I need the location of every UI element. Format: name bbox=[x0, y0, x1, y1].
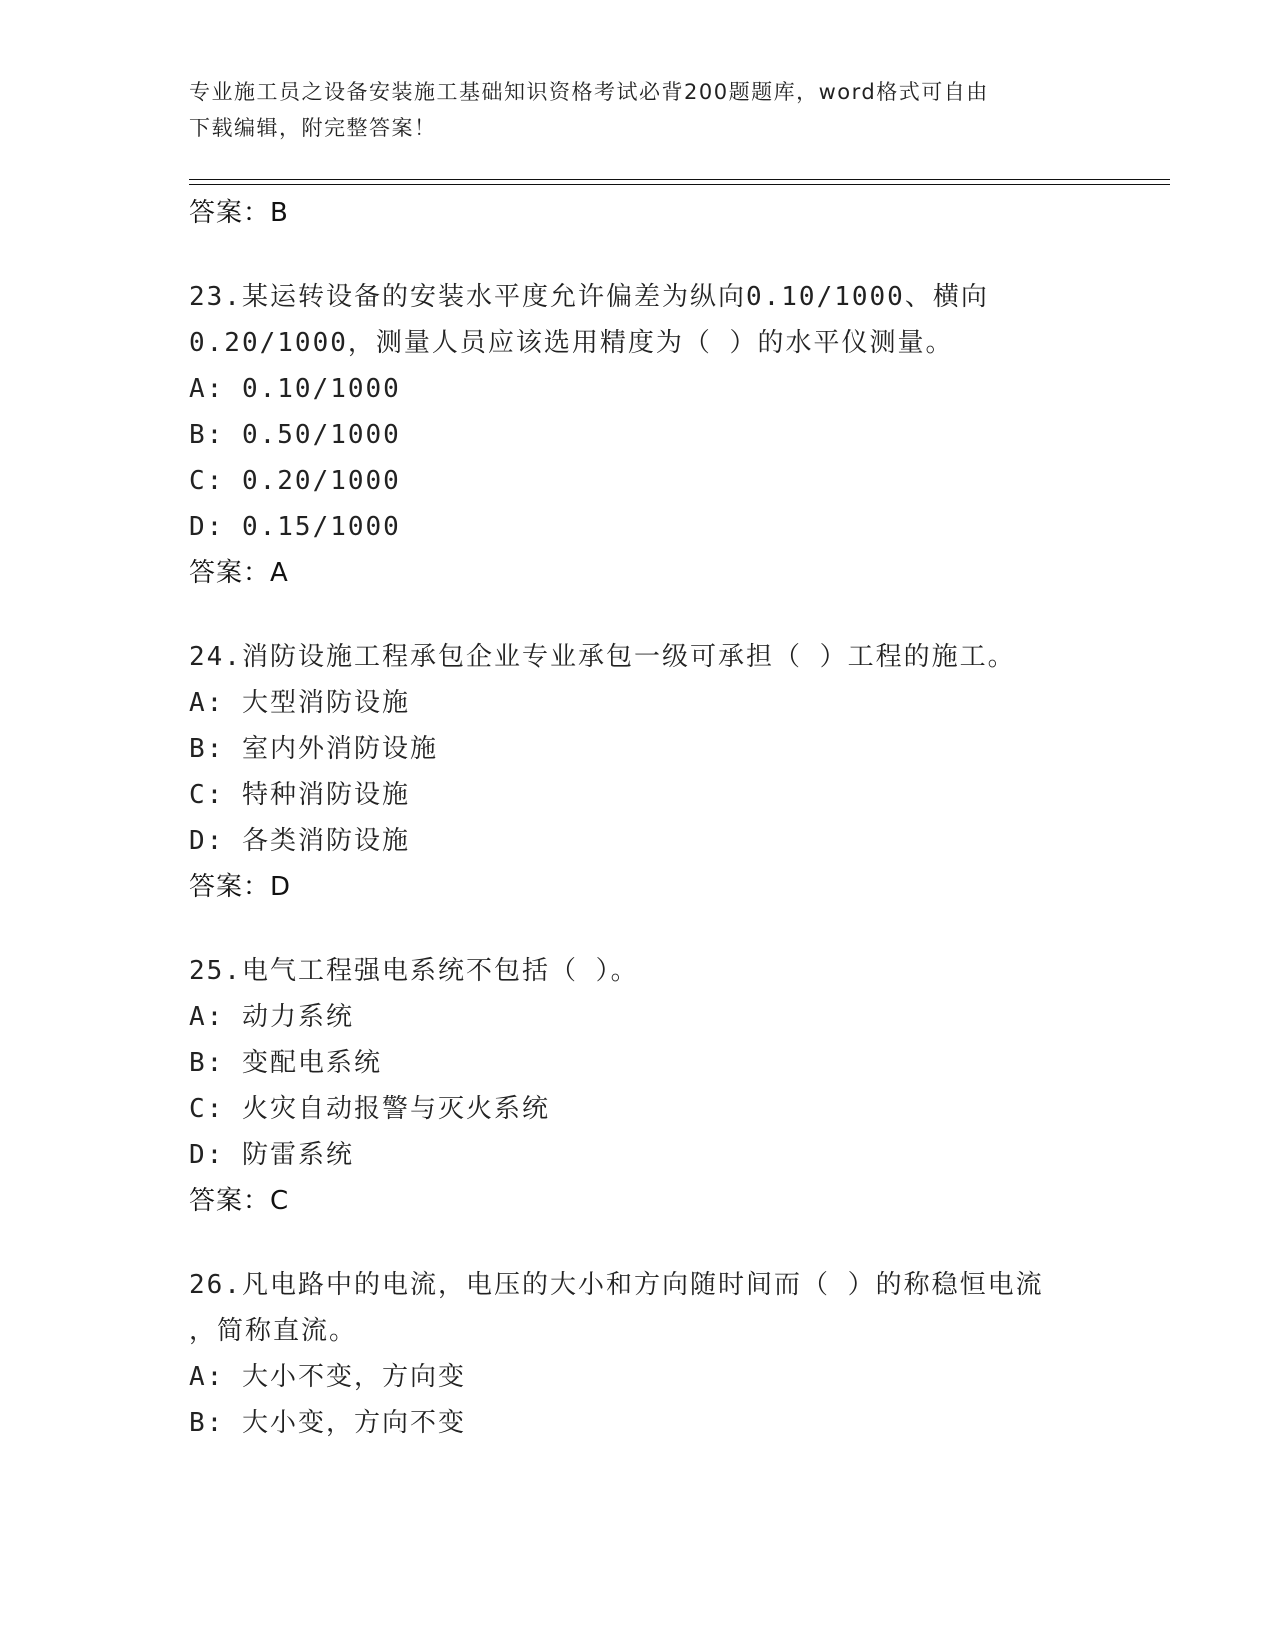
document-header bbox=[189, 74, 1089, 146]
option-b: B: 0.50/1000 bbox=[189, 420, 401, 450]
answer: 答案：A bbox=[189, 558, 289, 588]
question-24 bbox=[189, 634, 1149, 910]
question-text bbox=[189, 1262, 1149, 1354]
option-d: D: 各类消防设施 bbox=[189, 826, 410, 856]
option-c: C: 特种消防设施 bbox=[189, 780, 410, 810]
question-list bbox=[189, 190, 1149, 1484]
question-text bbox=[189, 948, 1149, 994]
header-line-1: 专业施工员之设备安装施工基础知识资格考试必背200题题库，word格式可自由 bbox=[189, 80, 989, 104]
option-d: D: 0.15/1000 bbox=[189, 512, 401, 542]
header-rule-top bbox=[189, 179, 1170, 180]
previous-answer: 答案：B bbox=[189, 198, 289, 228]
option-a: A: 大小不变，方向变 bbox=[189, 1362, 466, 1392]
question-line: 0.20/1000，测量人员应该选用精度为（ ）的水平仪测量。 bbox=[189, 328, 954, 358]
answer: 答案：D bbox=[189, 872, 292, 902]
option-c: C: 0.20/1000 bbox=[189, 466, 401, 496]
option-b: B: 大小变，方向不变 bbox=[189, 1408, 466, 1438]
option-c: C: 火灾自动报警与灭火系统 bbox=[189, 1094, 550, 1124]
header-line-2: 下载编辑，附完整答案！ bbox=[189, 116, 437, 140]
option-a: A: 0.10/1000 bbox=[189, 374, 401, 404]
option-b: B: 室内外消防设施 bbox=[189, 734, 438, 764]
question-26 bbox=[189, 1262, 1149, 1446]
answer: 答案：C bbox=[189, 1186, 290, 1216]
question-text bbox=[189, 274, 1149, 366]
option-a: A: 大型消防设施 bbox=[189, 688, 410, 718]
option-d: D: 防雷系统 bbox=[189, 1140, 354, 1170]
question-line: 24.消防设施工程承包企业专业承包一级可承担（ ）工程的施工。 bbox=[189, 642, 1016, 672]
question-line: 26.凡电路中的电流，电压的大小和方向随时间而（ ）的称稳恒电流 bbox=[189, 1270, 1044, 1300]
header-rule-bottom bbox=[189, 184, 1170, 185]
question-line: 23.某运转设备的安装水平度允许偏差为纵向0.10/1000、横向 bbox=[189, 282, 989, 312]
question-23 bbox=[189, 274, 1149, 596]
option-b: B: 变配电系统 bbox=[189, 1048, 382, 1078]
option-a: A: 动力系统 bbox=[189, 1002, 354, 1032]
question-line: ，简称直流。 bbox=[189, 1316, 358, 1346]
question-line: 25.电气工程强电系统不包括（ ）。 bbox=[189, 956, 639, 986]
question-25 bbox=[189, 948, 1149, 1224]
question-text bbox=[189, 634, 1149, 680]
